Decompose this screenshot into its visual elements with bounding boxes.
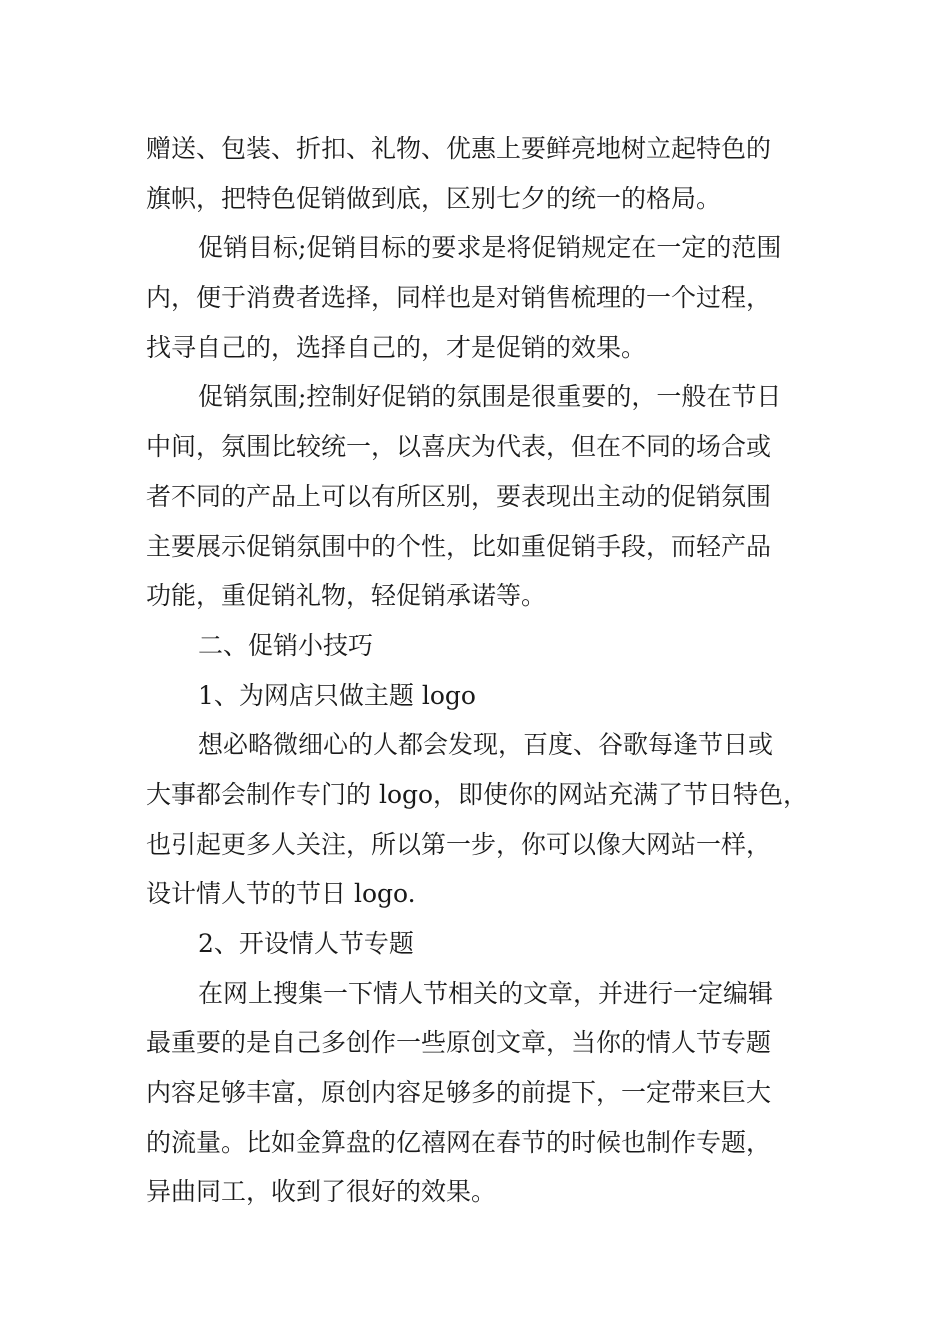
text-line: 找寻自己的，选择自己的，才是促销的效果。 (146, 332, 647, 362)
paragraph-first-line: 想必略微细心的人都会发现，百度、谷歌每逢节日或 (198, 730, 774, 760)
text-line: 设计情人节的节日 logo. (146, 879, 416, 909)
text-line: 旗帜，把特色促销做到底，区别七夕的统一的格局。 (146, 183, 722, 213)
text-line: 大事都会制作专门的 logo，即使你的网站充满了节日特色， (146, 779, 809, 809)
text-line: 者不同的产品上可以有所区别，要表现出主动的促销氛围 (146, 481, 772, 511)
document-body (146, 124, 816, 1217)
text-line: 的流量。比如金算盘的亿禧网在春节的时候也制作专题， (146, 1127, 772, 1157)
paragraph-first-line: 二、促销小技巧 (198, 630, 374, 660)
text-line: 内，便于消费者选择，同样也是对销售梳理的一个过程， (146, 283, 772, 313)
text-line: 也引起更多人关注，所以第一步，你可以像大网站一样， (146, 829, 772, 859)
text-line: 中间，氛围比较统一，以喜庆为代表，但在不同的场合或 (146, 432, 772, 462)
text-line: 内容足够丰富，原创内容足够多的前提下，一定带来巨大 (146, 1078, 772, 1108)
paragraph-first-line: 促销氛围;控制好促销的氛围是很重要的，一般在节日 (198, 382, 782, 412)
paragraph-first-line: 促销目标;促销目标的要求是将促销规定在一定的范围 (198, 233, 782, 263)
text-line: 异曲同工，收到了很好的效果。 (146, 1177, 497, 1207)
paragraph-first-line: 在网上搜集一下情人节相关的文章，并进行一定编辑 (198, 978, 774, 1008)
paragraph-first-line: 2、开设情人节专题 (198, 929, 414, 958)
text-line: 主要展示促销氛围中的个性，比如重促销手段，而轻产品 (146, 531, 772, 561)
text-line: 最重要的是自己多创作一些原创文章，当你的情人节专题 (146, 1028, 772, 1058)
text-line: 功能，重促销礼物，轻促销承诺等。 (146, 581, 547, 611)
text-line: 赠送、包装、折扣、礼物、优惠上要鲜亮地树立起特色的 (146, 134, 772, 163)
paragraph-first-line: 1、为网店只做主题 logo (198, 680, 476, 710)
